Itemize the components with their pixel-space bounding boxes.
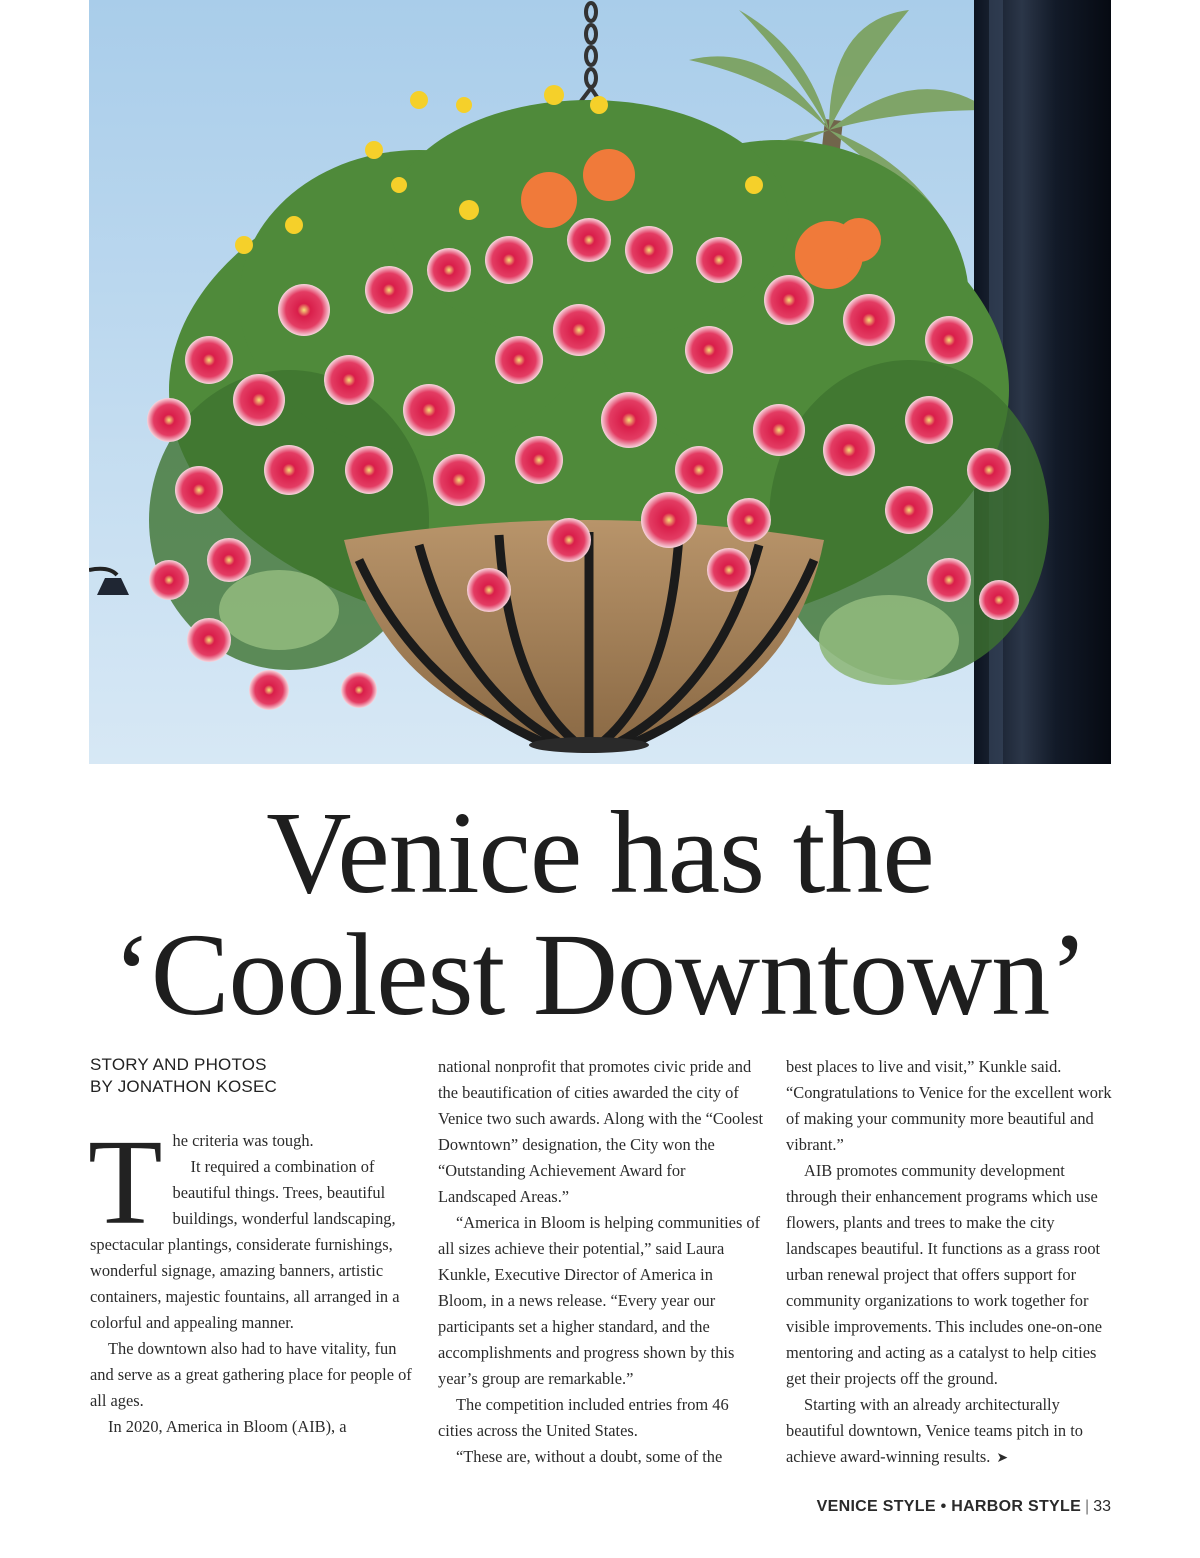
byline: [90, 1054, 390, 1098]
article-column-2: [438, 1054, 764, 1470]
footer-separator: |: [1085, 1498, 1090, 1515]
paragraph-9-text: Starting with an already architecturally beautiful downtown, Venice teams pitch in to achieve award-winning results.: [786, 1395, 1083, 1466]
drop-cap: T: [88, 1115, 163, 1250]
paragraph-8: AIB promotes community development through their enhancement programs which use flowers, plants and trees to make the city landscapes beautiful. It functions as a grass root urban renewal project that offers support for community organizations to work together for visible improvements. This includes one-on-one mentoring and acting as a catalyst to help cities get their projects off the ground.: [786, 1161, 1103, 1388]
publication-name: VENICE STYLE • HARBOR STYLE: [816, 1498, 1082, 1515]
paragraph-5: “America in Bloom is helping communities of all sizes achieve their potential,” said Laura Kunkle, Executive Director of America in Bloom, in a news release. “Every year our participants set a higher standard, and the accomplishments and progress shown by this year’s group are remarkable.”: [438, 1213, 761, 1388]
paragraph-7-start: “These are, without a doubt, some of the: [456, 1447, 723, 1466]
continue-arrow-icon: ➤: [996, 1450, 1009, 1466]
byline-line-2: BY JONATHON KOSEC: [90, 1077, 277, 1096]
article-headline: [0, 787, 1200, 1040]
paragraph-2: It required a combination of beautiful things. Trees, beautiful buildings, wonderful landscaping, spectacular plantings, considerate furnishings, wonderful signage, amazing banners, artistic containers, majestic fountains, all arranged in a colorful and appealing manner.: [90, 1157, 400, 1332]
paragraph-7-cont: best places to live and visit,” Kunkle said. “Congratulations to Venice for the excellent work of making your community more beautiful and vibrant.”: [786, 1057, 1112, 1154]
hero-photo: [89, 0, 1111, 764]
paragraph-9: [786, 1392, 1112, 1471]
article-column-3: [786, 1054, 1112, 1471]
page-number: 33: [1093, 1498, 1111, 1515]
hanging-flower-basket-photo: [89, 0, 1111, 764]
page-footer: [817, 1497, 1111, 1517]
headline-line-2: ‘Coolest Downtown’: [112, 909, 1088, 1040]
paragraph-3: The downtown also had to have vitality, fun and serve as a great gathering place for people of all ages.: [90, 1339, 412, 1410]
paragraph-4-cont: national nonprofit that promotes civic pride and the beautification of cities awarded the city of Venice two such awards. Along with the “Coolest Downtown” designation, the City won the “Outstanding Achievement Award for Landscaped Areas.”: [438, 1057, 764, 1206]
paragraph-6: The competition included entries from 46 cities across the United States.: [438, 1395, 729, 1440]
paragraph-1: he criteria was tough.: [172, 1131, 314, 1150]
headline-line-1: Venice has the: [266, 787, 934, 918]
byline-line-1: STORY AND PHOTOS: [90, 1055, 267, 1074]
article-column-1: [88, 1115, 412, 1440]
paragraph-4-start: In 2020, America in Bloom (AIB), a: [108, 1417, 347, 1436]
